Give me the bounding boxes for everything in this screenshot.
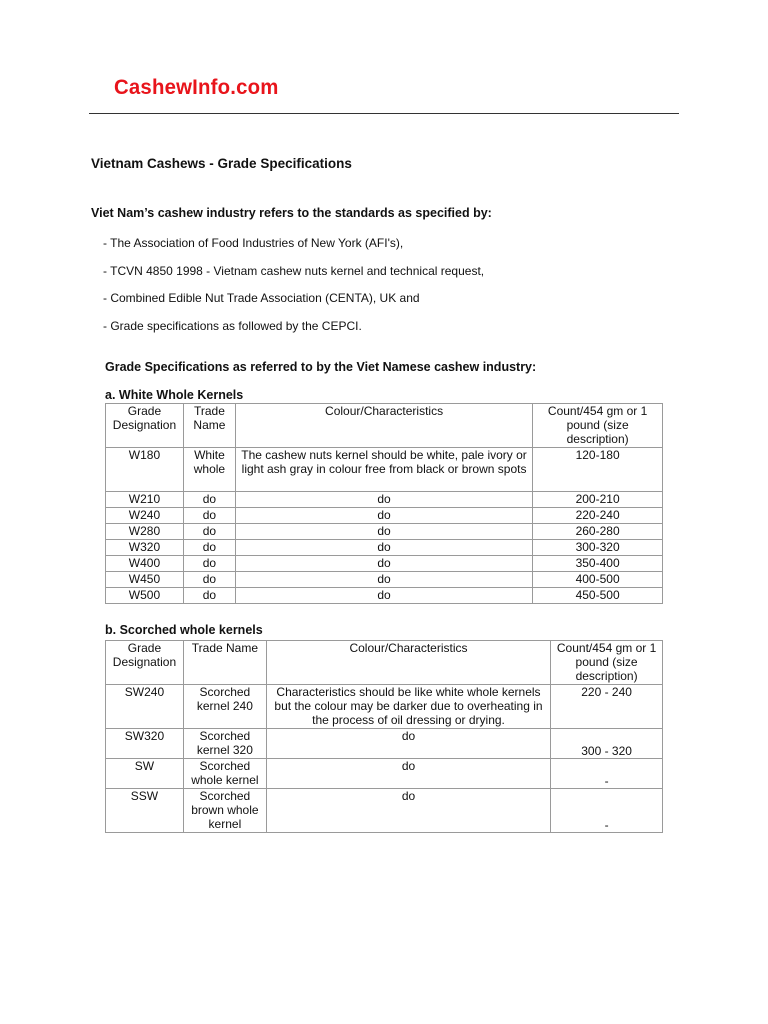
characteristics-cell: Characteristics should be like white whole kernels but the colour may be darker due to overheating in the process of oil dressing or drying.: [266, 685, 550, 729]
standard-item: - TCVN 4850 1998 - Vietnam cashew nuts kernel and technical request,: [103, 263, 485, 278]
scorched-whole-table: [105, 640, 663, 833]
characteristics-cell: do: [266, 759, 550, 789]
count-cell: -: [551, 759, 663, 789]
trade-name-cell: do: [183, 572, 235, 588]
scorched-whole-label: b. Scorched whole kernels: [105, 623, 263, 637]
count-cell: 220-240: [533, 508, 663, 524]
count-cell: -: [551, 789, 663, 833]
table-row: [106, 572, 663, 588]
spec-heading: Grade Specifications as referred to by the Viet Namese cashew industry:: [105, 360, 537, 374]
standard-item: - The Association of Food Industries of New York (AFI's),: [103, 236, 404, 250]
table-row: [106, 556, 663, 572]
count-cell: 450-500: [533, 588, 663, 604]
header-cell: Trade Name: [183, 404, 235, 448]
table-row: [106, 759, 663, 789]
trade-name-cell: do: [183, 588, 235, 604]
table-row: [106, 448, 663, 492]
header-cell: Grade Designation: [106, 404, 184, 448]
table-header-row: [106, 641, 663, 685]
table-row: [106, 540, 663, 556]
characteristics-cell: do: [235, 524, 532, 540]
header-cell: Colour/Characteristics: [266, 641, 550, 685]
characteristics-cell: do: [266, 789, 550, 833]
table-row: [106, 789, 663, 833]
header-cell: Count/454 gm or 1 pound (size description): [533, 404, 663, 448]
count-cell: 350-400: [533, 556, 663, 572]
table-row: [106, 588, 663, 604]
characteristics-cell: do: [235, 588, 532, 604]
standards-list: [103, 236, 484, 346]
white-whole-table: [105, 403, 663, 604]
characteristics-cell: do: [235, 508, 532, 524]
count-cell: 200-210: [533, 492, 663, 508]
grade-cell: W280: [106, 524, 184, 540]
count-cell: 400-500: [533, 572, 663, 588]
grade-cell: SW240: [106, 685, 184, 729]
characteristics-cell: do: [266, 729, 550, 759]
trade-name-cell: do: [183, 524, 235, 540]
table-row: [106, 508, 663, 524]
grade-cell: SW320: [106, 729, 184, 759]
count-cell: 300 - 320: [551, 729, 663, 759]
trade-name-cell: Scorched kernel 320: [183, 729, 266, 759]
characteristics-cell: do: [235, 492, 532, 508]
trade-name-cell: White whole: [183, 448, 235, 492]
characteristics-cell: do: [235, 572, 532, 588]
standard-item: - Grade specifications as followed by the CEPCI.: [103, 318, 362, 333]
characteristics-cell: do: [235, 556, 532, 572]
page-title: Vietnam Cashews - Grade Specifications: [91, 156, 352, 171]
grade-cell: W450: [106, 572, 184, 588]
trade-name-cell: do: [183, 540, 235, 556]
header-cell: Grade Designation: [106, 641, 184, 685]
trade-name-cell: do: [183, 556, 235, 572]
header-divider: [89, 113, 679, 114]
trade-name-cell: do: [183, 508, 235, 524]
grade-cell: SSW: [106, 789, 184, 833]
trade-name-cell: do: [183, 492, 235, 508]
count-cell: 120-180: [533, 448, 663, 492]
trade-name-cell: Scorched brown whole kernel: [183, 789, 266, 833]
trade-name-cell: Scorched whole kernel: [183, 759, 266, 789]
table-row: [106, 524, 663, 540]
grade-cell: W180: [106, 448, 184, 492]
trade-name-cell: Scorched kernel 240: [183, 685, 266, 729]
header-cell: Colour/Characteristics: [235, 404, 532, 448]
characteristics-cell: The cashew nuts kernel should be white, pale ivory or light ash gray in colour free from black or brown spots: [235, 448, 532, 492]
characteristics-cell: do: [235, 540, 532, 556]
grade-cell: SW: [106, 759, 184, 789]
intro-text: Viet Nam’s cashew industry refers to the standards as specified by:: [91, 206, 492, 220]
site-logo: CashewInfo.com: [114, 76, 279, 99]
count-cell: 300-320: [533, 540, 663, 556]
header-cell: Trade Name: [183, 641, 266, 685]
header-cell: Count/454 gm or 1 pound (size description): [551, 641, 663, 685]
count-cell: 220 - 240: [551, 685, 663, 729]
grade-cell: W400: [106, 556, 184, 572]
table-header-row: [106, 404, 663, 448]
table-row: [106, 729, 663, 759]
grade-cell: W320: [106, 540, 184, 556]
grade-cell: W240: [106, 508, 184, 524]
grade-cell: W210: [106, 492, 184, 508]
white-whole-label: a. White Whole Kernels: [105, 388, 244, 402]
table-row: [106, 685, 663, 729]
table-row: [106, 492, 663, 508]
grade-cell: W500: [106, 588, 184, 604]
standard-item: - Combined Edible Nut Trade Association (CENTA), UK and: [103, 291, 420, 305]
count-cell: 260-280: [533, 524, 663, 540]
